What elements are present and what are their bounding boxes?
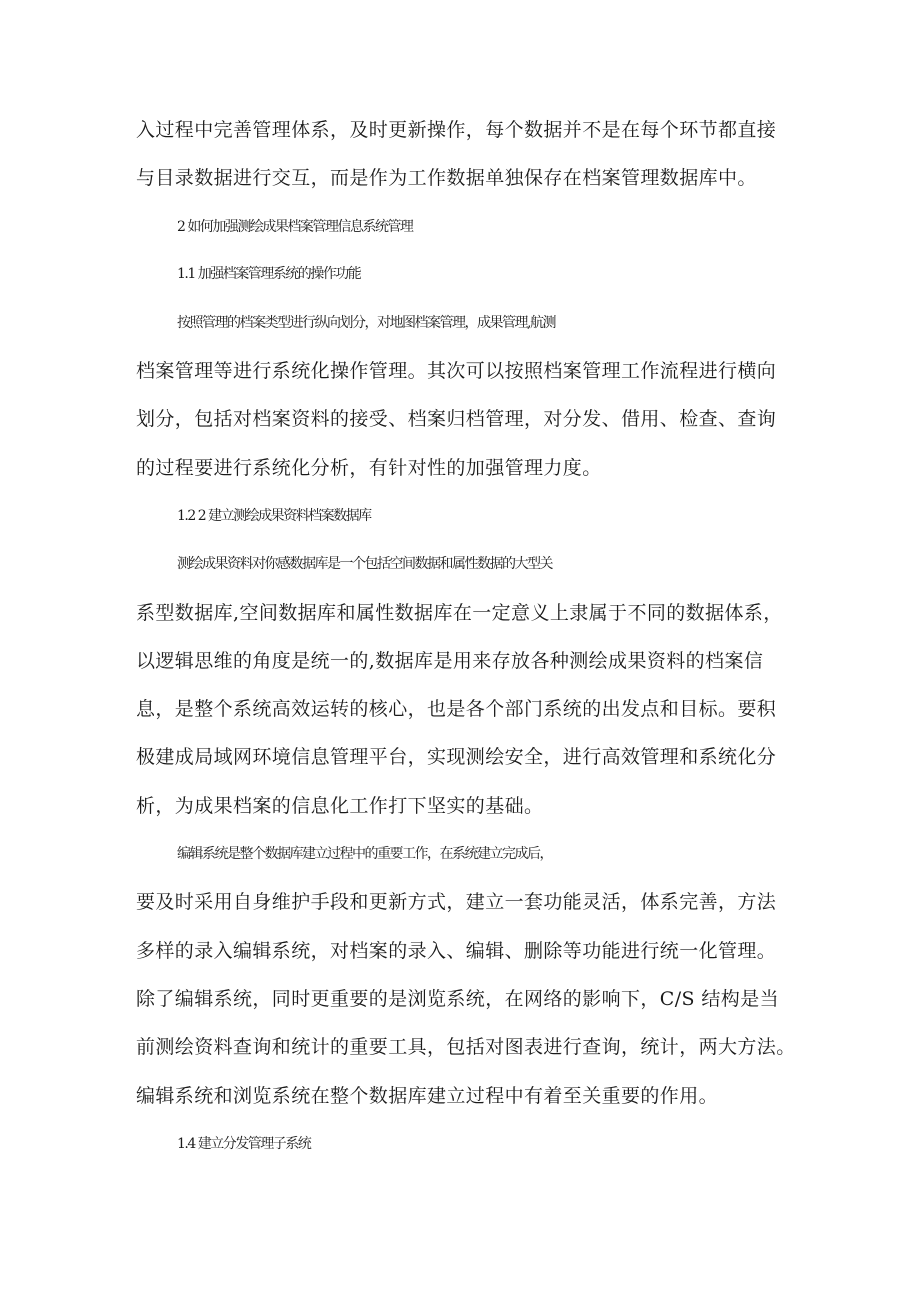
subsection-heading: 1.4 建立分发管理子系统 (177, 1136, 311, 1152)
paragraph-first-line: 按照管理的档案类型进行纵向划分，对地图档案管理，成果管理,航测 (177, 315, 555, 331)
subsection-heading: 1.2 2 建立测绘成果资料档案数据库 (177, 508, 371, 524)
body-text-line: 要及时采用自身维护手段和更新方式，建立一套功能灵活，体系完善，方法 (136, 891, 777, 913)
paragraph-first-line: 编辑系统是整个数据库建立过程中的重要工作，在系统建立完成后， (177, 846, 552, 862)
section-heading: 2 如何加强测绘成果档案管理信息系统管理 (177, 219, 413, 235)
body-text-line: 除了编辑系统，同时更重要的是浏览系统，在网络的影响下，C/S 结构是当 (136, 988, 779, 1010)
body-text-line: 息，是整个系统高效运转的核心，也是各个部门系统的出发点和目标。要积 (136, 698, 777, 720)
body-text-line: 系型数据库,空间数据库和属性数据库在一定意义上隶属于不同的数据体系， (136, 602, 783, 624)
body-text-line: 与目录数据进行交互，而是作为工作数据单独保存在档案管理数据库中。 (136, 167, 757, 189)
body-text-line: 入过程中完善管理体系，及时更新操作，每个数据并不是在每个环节都直接 (136, 119, 777, 141)
body-text-line: 的过程要进行系统化分析，有针对性的加强管理力度。 (136, 457, 602, 479)
body-text-line: 析，为成果档案的信息化工作打下坚实的基础。 (136, 795, 544, 817)
paragraph-first-line: 测绘成果资料对你感数据库是一个包括空间数据和属性数据的大型关 (177, 556, 552, 572)
body-text-line: 前测绘资料查询和统计的重要工具，包括对图表进行查询，统计，两大方法。 (136, 1036, 796, 1058)
body-text-line: 编辑系统和浏览系统在整个数据库建立过程中有着至关重要的作用。 (136, 1085, 719, 1107)
body-text-line: 多样的录入编辑系统，对档案的录入、编辑、删除等功能进行统一化管理。 (136, 940, 777, 962)
subsection-heading: 1.1 加强档案管理系统的操作功能 (177, 266, 361, 282)
body-text-line: 划分，包括对档案资料的接受、档案归档管理，对分发、借用、检查、查询 (136, 408, 777, 430)
body-text-line: 以逻辑思维的角度是统一的,数据库是用来存放各种测绘成果资料的档案信 (136, 650, 764, 672)
body-text-line: 极建成局域网环境信息管理平台，实现测绘安全，进行高效管理和系统化分 (136, 746, 777, 768)
body-text-line: 档案管理等进行系统化操作管理。其次可以按照档案管理工作流程进行横向 (136, 360, 777, 382)
